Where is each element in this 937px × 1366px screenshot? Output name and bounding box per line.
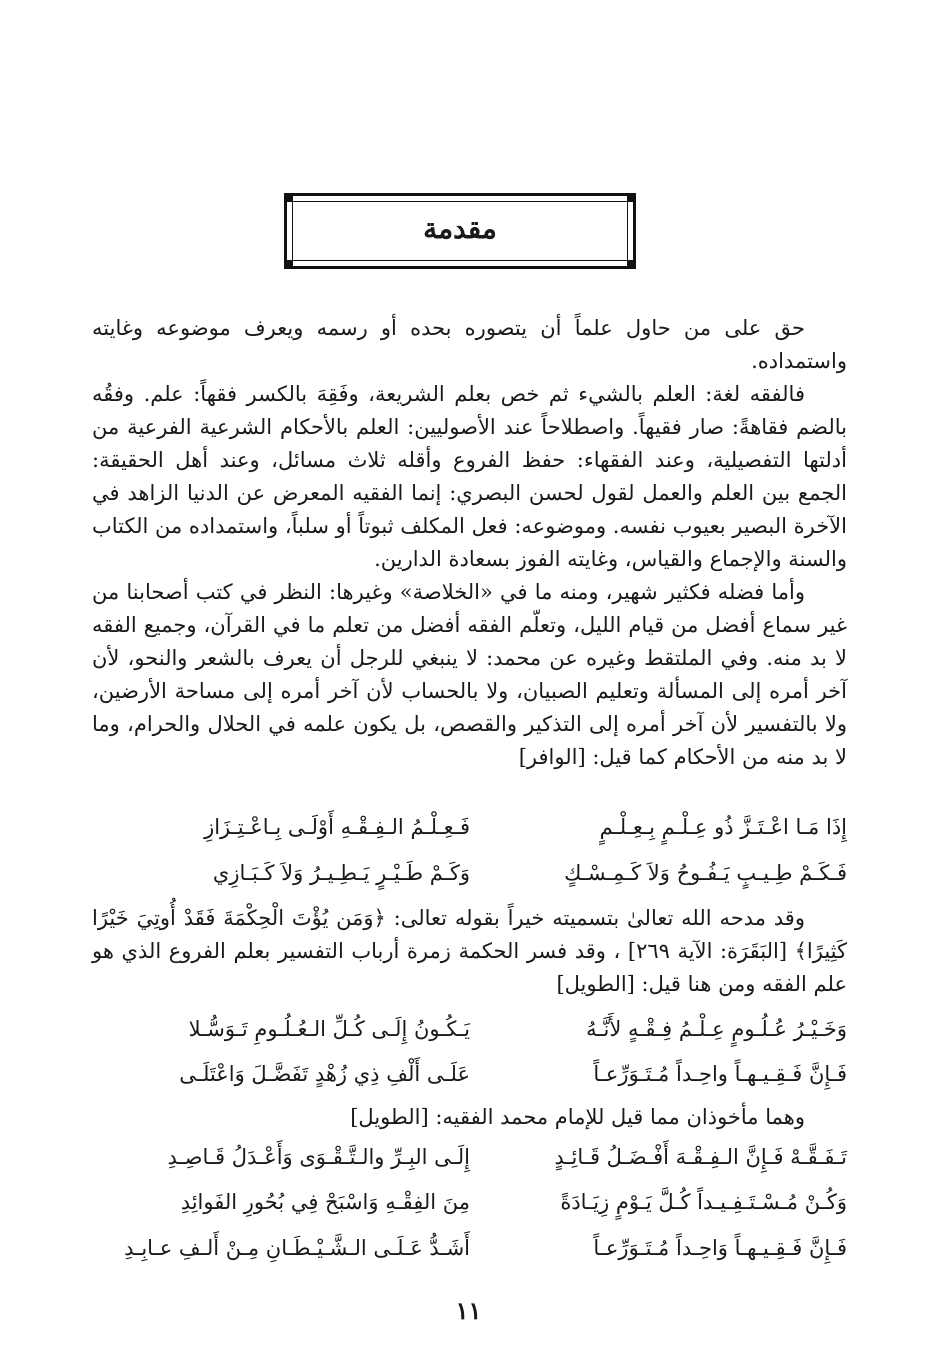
frame-corner [627,260,636,269]
page-number: ١١ [455,1296,482,1325]
verse-line [92,1017,847,1059]
chapter-title: مقدمة [423,212,497,245]
frame-corner [284,193,293,202]
frame-corner [284,260,293,269]
verse-second-hemistich: مِنَ الفِقْـهِ وَاسْبَحْ فِي بُحُورِ الفَوائِدِ [180,1190,470,1214]
verse-line [92,1145,847,1187]
verse-second-hemistich: فَـعِـلْـمُ الـفِـقْـهِ أَوْلَـى بِـاعْـتِـزَازِ [204,815,470,839]
verse-line [92,861,847,903]
frame-corner [627,193,636,202]
verse-second-hemistich: عَلَـى أَلْفِ ذِي زُهْدٍ تَفَضَّـلَ وَاعْتَلَـى [179,1062,470,1086]
verse-first-hemistich: فَـإِنَّ فَـقِـيـهـاً وَاحِـداً مُـتَـوَرِّعـاً [593,1236,847,1260]
paragraph-virtue: وأما فضله فكثير شهير، ومنه ما في «الخلاصة» وغيرها: النظر في كتب أصحابنا من غير سماع أفضل من قيام الليل، وتعلّم الفقه أفضل من تعلم ما في القرآن، وجميع الفقه لا بد منه. وفي الملتقط وغيره عن محمد: لا ينبغي للرجل أن يعرف بالشعر والنحو، لأن آخر أمره إلى المسألة وتعليم الصبيان، ولا بالحساب لأن آخر أمره إلى مساحة الأرضين، ولا بالتفسير لأن آخر أمره إلى التذكير والقصص، بل يكون علمه في الحلال والحرام، وما لا بد منه من الأحكام كما قيل: [الوافر] [92,580,847,769]
paragraph-attribution: وهما مأخوذان مما قيل للإمام محمد الفقيه: [الطويل] [350,1105,805,1129]
paragraph-quran: وقد مدحه الله تعالىٰ بتسميته خيراً بقوله تعالى: ﴿وَمَن يُؤْتَ الْحِكْمَةَ فَقَدْ أُوتِيَ خَيْرًا كَثِيرًا﴾ [البَقَرَة: الآية ٢٦٩] ، وقد فسر الحكمة زمرة أرباب التفسير بعلم الفروع الذي هو علم الفقه ومن هنا قيل: [الطويل] [92,906,848,996]
title-frame [284,193,636,269]
paragraph-block-2 [92,902,847,1001]
paragraph-block-3 [92,1101,847,1134]
verse-second-hemistich: يَـكُـونُ إِلَـى كُـلِّ الـعُـلُـومِ تَـوَسُّـلا [188,1017,470,1041]
verse-first-hemistich: تَـفَـقَّـهْ فَـإِنَّ الـفِـقْـهَ أَفْـضَـلُ قَـائِـدٍ [554,1145,847,1169]
verse-first-hemistich: وَخَـيْـرُ عُـلُـومٍ عِـلْـمُ فِـقْـهٍ لأَنَّـهُ [586,1017,847,1041]
verse-first-hemistich: وَكُـنْ مُـسْـتَـفِـيـداً كُـلَّ يَـوْمٍ زِيَـادَةً [560,1190,847,1214]
paragraph-intro: حق على من حاول علماً أن يتصوره بحده أو رسمه ويعرف موضوعه وغايته واستمداده. [92,316,847,373]
verse-second-hemistich: إِلَـى البِـرِّ والـتَّـقْـوَى وَأَعْـدَلُ قَـاصِـدِ [167,1145,470,1169]
verse-line [92,815,847,857]
verse-second-hemistich: وَكَـمْ طَـيْـرٍ يَـطِـيـرُ وَلاَ كَـبَـازِي [212,861,470,885]
paragraph-block-1 [92,312,847,774]
verse-second-hemistich: أَشَـدُّ عَـلَـى الـشَّـيْـطَـانِ مِـنْ أَلـفِ عـابِـدِ [124,1236,470,1260]
verse-first-hemistich: إِذَا مَـا اعْـتَـزَّ ذُو عِـلْـمٍ بِـعِـلْـمٍ [599,815,847,839]
verse-line [92,1236,847,1278]
verse-first-hemistich: فَـكَـمْ طِـيـبٍ يَـفُـوحُ وَلاَ كَـمِـسْـكٍ [564,861,847,885]
verse-first-hemistich: فَـإِنَّ فَـقِـيـهـاً واحِـداً مُـتَـوَرِّعـاً [593,1062,847,1086]
paragraph-definition: فالفقه لغة: العلم بالشيء ثم خص بعلم الشريعة، وفَقِهَ بالكسر فقهاً: علم. وفقُه بالضم فقاهةً: صار فقيهاً. واصطلاحاً عند الأصوليين: العلم بالأحكام الشرعية الفرعية من أدلتها التفصيلية، وعند الفقهاء: حفظ الفروع وأقله ثلاث مسائل، وعند أهل الحقيقة: الجمع بين العلم والعمل لقول لحسن البصري: إنما الفقيه المعرض عن الدنيا الزاهد في الآخرة البصير بعيوب نفسه. وموضوعه: فعل المكلف ثبوتاً أو سلباً، واستمداده من الكتاب والسنة والإجماع والقياس، وغايته الفوز بسعادة الدارين. [92,382,847,571]
verse-line [92,1062,847,1104]
verse-line [92,1190,847,1232]
